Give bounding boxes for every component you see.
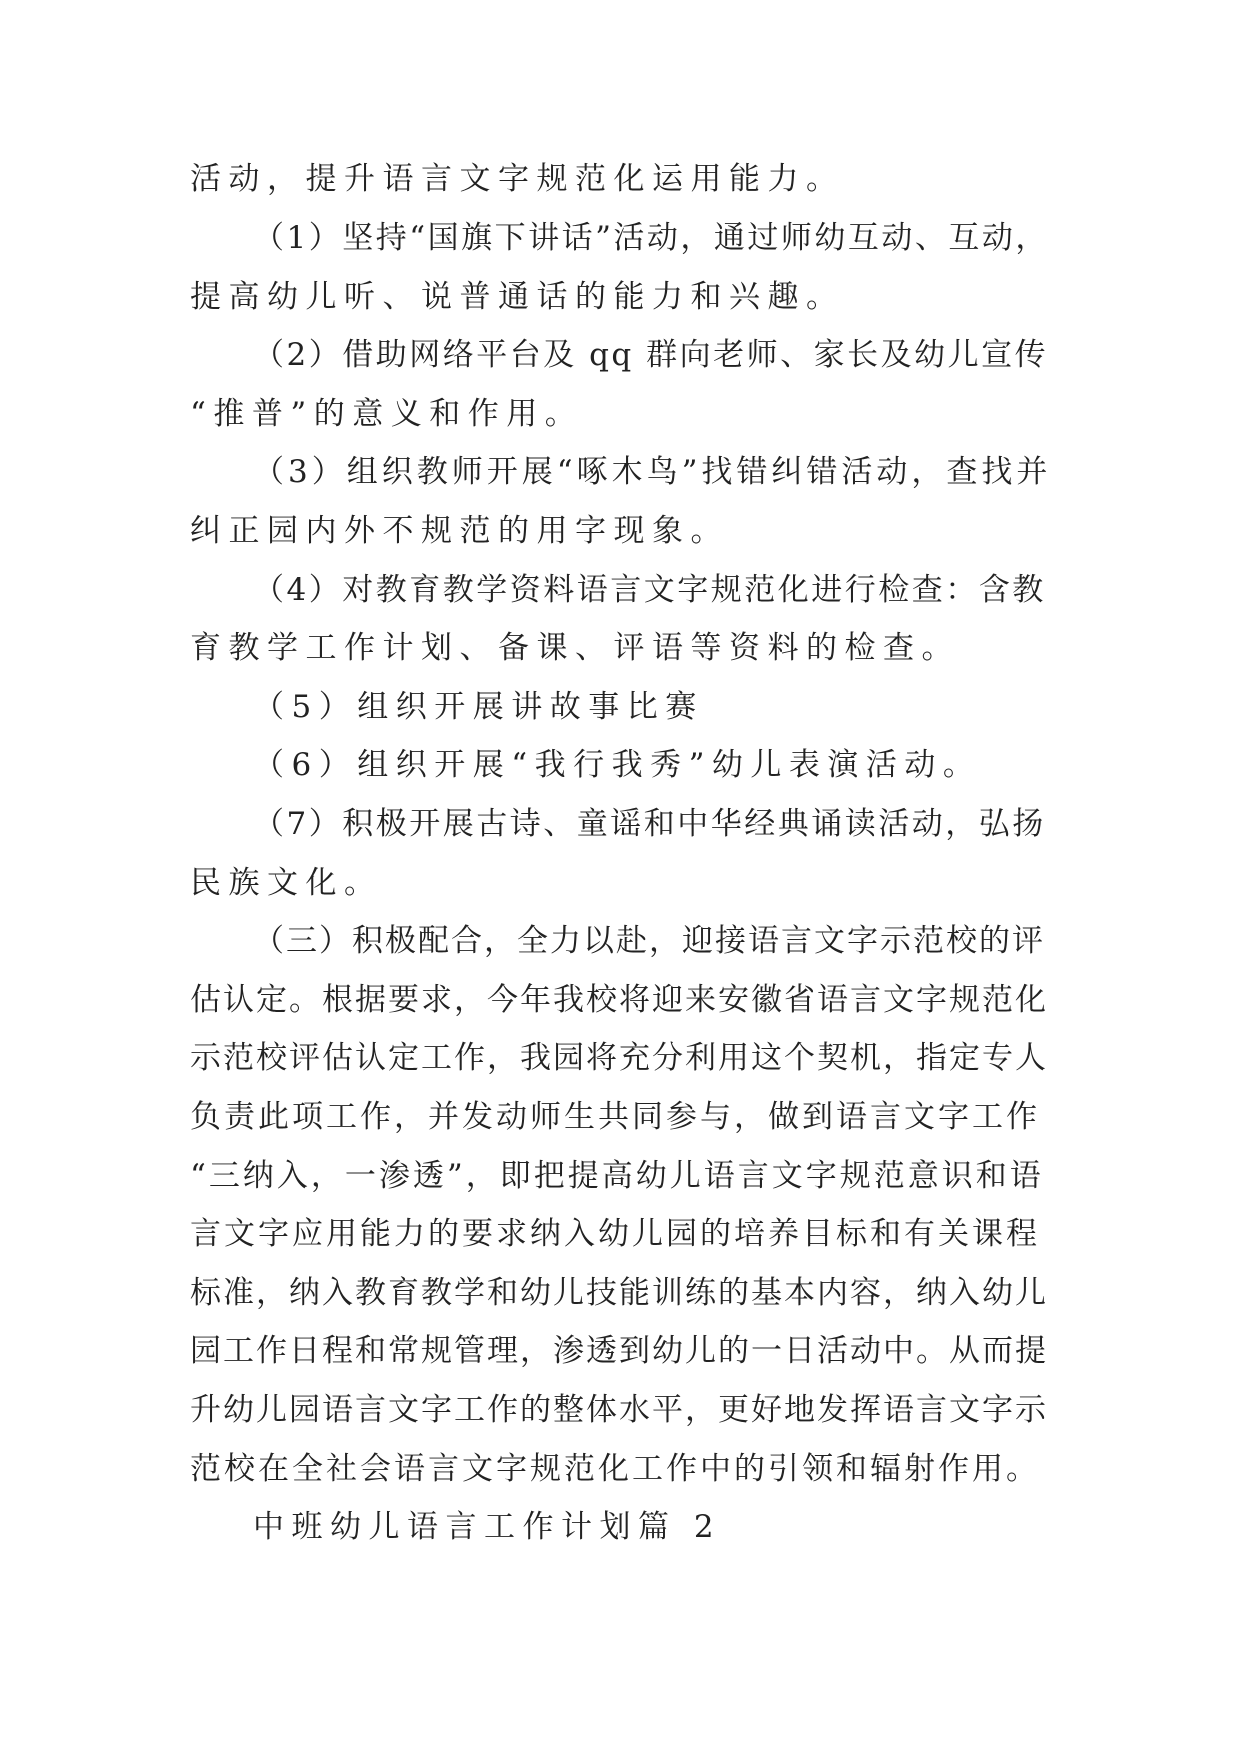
text-line-2: （1）坚持“国旗下讲话”活动，通过师幼互动、互动， — [253, 220, 1049, 256]
text-line-8: （4）对教育教学资料语言文字规范化进行检查：含教 — [253, 572, 1046, 608]
text-line-17: 负责此项工作，并发动师生共同参与，做到语言文字工作 — [190, 1099, 1040, 1135]
text-line-19: 言文字应用能力的要求纳入幼儿园的培养目标和有关课程 — [190, 1216, 1040, 1252]
text-line-13: 民族文化。 — [190, 865, 383, 901]
text-line-4: （2）借助网络平台及 qq 群向老师、家长及幼儿宣传 — [253, 337, 1049, 373]
text-line-5: “推普”的意义和作用。 — [190, 396, 584, 432]
text-line-20: 标准，纳入教育教学和幼儿技能训练的基本内容，纳入幼儿 — [190, 1275, 1048, 1311]
text-line-21: 园工作日程和常规管理，渗透到幼儿的一日活动中。从而提 — [190, 1333, 1048, 1369]
text-line-23: 范校在全社会语言文字规范化工作中的引领和辐射作用。 — [190, 1451, 1040, 1487]
text-line-7: 纠正园内外不规范的用字现象。 — [190, 513, 729, 549]
text-line-6: （3）组织教师开展“啄木鸟”找错纠错活动，查找并 — [253, 454, 1052, 490]
text-line-14: （三）积极配合，全力以赴，迎接语言文字示范校的评 — [253, 923, 1045, 959]
text-line-9: 育教学工作计划、备课、评语等资料的检查。 — [190, 630, 960, 666]
text-line-11: （6）组织开展“我行我秀”幼儿表演活动。 — [253, 747, 982, 783]
text-line-3: 提高幼儿听、说普通话的能力和兴趣。 — [190, 279, 845, 315]
section-heading: 中班幼儿语言工作计划篇 2 — [253, 1509, 722, 1545]
text-line-18: “三纳入，一渗透”，即把提高幼儿语言文字规范意识和语 — [190, 1158, 1044, 1194]
text-line-1: 活动，提升语言文字规范化运用能力。 — [190, 161, 845, 197]
text-line-16: 示范校评估认定工作，我园将充分利用这个契机，指定专人 — [190, 1040, 1048, 1076]
text-line-15: 估认定。根据要求，今年我校将迎来安徽省语言文字规范化 — [190, 982, 1048, 1018]
text-line-12: （7）积极开展古诗、童谣和中华经典诵读活动，弘扬 — [253, 806, 1046, 842]
text-line-10: （5）组织开展讲故事比赛 — [253, 689, 704, 725]
text-line-22: 升幼儿园语言文字工作的整体水平，更好地发挥语言文字示 — [190, 1392, 1048, 1428]
